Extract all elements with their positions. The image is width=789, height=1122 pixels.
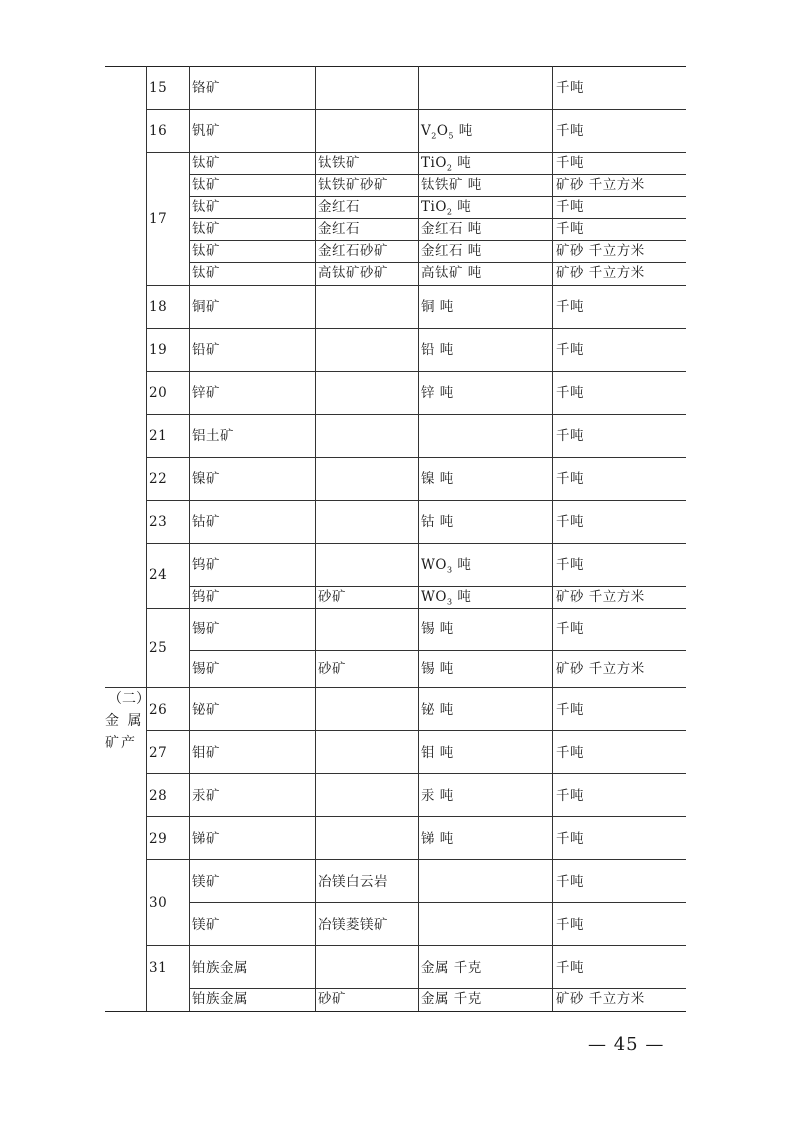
row-number: 16 — [149, 123, 168, 139]
unit-secondary: 千吨 — [556, 428, 584, 444]
mineral-name: 钛矿 — [192, 177, 220, 193]
row-divider — [189, 174, 686, 175]
unit-primary: 锡 吨 — [421, 621, 454, 637]
mineral-name: 钴矿 — [192, 514, 220, 530]
unit-secondary: 矿砂 千立方米 — [556, 589, 645, 605]
unit-secondary: 千吨 — [556, 471, 584, 487]
unit-secondary: 千吨 — [556, 123, 584, 139]
mineral-subtype: 金红石砂矿 — [318, 243, 388, 259]
mineral-name: 铋矿 — [192, 702, 220, 718]
mineral-subtype: 金红石 — [318, 199, 360, 215]
unit-primary: 钛铁矿 吨 — [421, 177, 482, 193]
row-divider — [146, 773, 686, 774]
row-number: 25 — [149, 640, 168, 656]
unit-secondary: 矿砂 千立方米 — [556, 991, 645, 1007]
mineral-name: 钨矿 — [192, 557, 220, 573]
unit-primary: 铅 吨 — [421, 342, 454, 358]
mineral-name: 铜矿 — [192, 299, 220, 315]
unit-secondary: 千吨 — [556, 960, 584, 976]
row-number: 27 — [149, 745, 168, 761]
mineral-name: 铅矿 — [192, 342, 220, 358]
mineral-subtype: 高钛矿砂矿 — [318, 265, 388, 281]
unit-primary: 铋 吨 — [421, 702, 454, 718]
unit-primary: 镍 吨 — [421, 471, 454, 487]
unit-secondary: 千吨 — [556, 514, 584, 530]
mineral-name: 钒矿 — [192, 123, 220, 139]
mineral-name: 铂族金属 — [192, 991, 248, 1007]
mineral-subtype: 金红石 — [318, 221, 360, 237]
unit-primary: 锌 吨 — [421, 385, 454, 401]
column-divider — [552, 66, 553, 1011]
mineral-name: 镁矿 — [192, 917, 220, 933]
column-divider — [189, 66, 190, 1011]
row-number: 28 — [149, 788, 168, 804]
unit-secondary: 千吨 — [556, 874, 584, 890]
unit-primary: 高钛矿 吨 — [421, 265, 482, 281]
mineral-name: 镍矿 — [192, 471, 220, 487]
unit-primary: $V_2O_5$ 吨 — [421, 123, 473, 141]
unit-secondary: 千吨 — [556, 621, 584, 637]
unit-secondary: 千吨 — [556, 199, 584, 215]
row-number: 21 — [149, 428, 168, 444]
unit-primary: 钴 吨 — [421, 514, 454, 530]
unit-secondary: 千吨 — [556, 702, 584, 718]
row-divider — [146, 500, 686, 501]
row-divider — [189, 586, 686, 587]
unit-secondary: 矿砂 千立方米 — [556, 265, 645, 281]
page-number: — 45 — — [588, 1034, 665, 1055]
row-divider — [146, 285, 686, 286]
unit-secondary: 矿砂 千立方米 — [556, 243, 645, 259]
row-divider — [189, 240, 686, 241]
row-number: 29 — [149, 831, 168, 847]
row-divider — [105, 687, 686, 688]
mineral-name: 锑矿 — [192, 831, 220, 847]
row-number: 26 — [149, 702, 168, 718]
row-number: 30 — [149, 895, 168, 911]
unit-secondary: 千吨 — [556, 221, 584, 237]
unit-secondary: 千吨 — [556, 80, 584, 96]
unit-secondary: 矿砂 千立方米 — [556, 661, 645, 677]
unit-secondary: 千吨 — [556, 831, 584, 847]
category-label-line3: 矿产 — [105, 735, 137, 751]
unit-primary: TiO$_2$ 吨 — [421, 155, 472, 173]
row-number: 17 — [149, 211, 168, 227]
row-divider — [146, 152, 686, 153]
mineral-name: 铝土矿 — [192, 428, 234, 444]
unit-secondary: 千吨 — [556, 557, 584, 573]
table-top-border — [105, 66, 686, 67]
row-number: 18 — [149, 299, 168, 315]
mineral-name: 锡矿 — [192, 621, 220, 637]
unit-primary: $WO_3$ 吨 — [421, 557, 472, 575]
unit-primary: TiO$_2$ 吨 — [421, 199, 472, 217]
mineral-name: 铂族金属 — [192, 960, 248, 976]
unit-primary: 汞 吨 — [421, 788, 454, 804]
row-divider — [189, 262, 686, 263]
category-label-line1: （二） — [108, 691, 150, 707]
unit-primary: 铜 吨 — [421, 299, 454, 315]
mineral-name: 钼矿 — [192, 745, 220, 761]
mineral-name: 锡矿 — [192, 661, 220, 677]
mineral-name: 钛矿 — [192, 199, 220, 215]
unit-secondary: 千吨 — [556, 299, 584, 315]
mineral-name: 钛矿 — [192, 265, 220, 281]
row-divider — [146, 608, 686, 609]
mineral-subtype: 冶镁菱镁矿 — [318, 917, 388, 933]
row-divider — [146, 109, 686, 110]
unit-primary: 锡 吨 — [421, 661, 454, 677]
mineral-subtype: 砂矿 — [318, 661, 346, 677]
row-divider — [146, 730, 686, 731]
table-bottom-border — [105, 1011, 686, 1012]
row-divider — [146, 328, 686, 329]
row-number: 19 — [149, 342, 168, 358]
row-divider — [146, 457, 686, 458]
unit-primary: 金属 千克 — [421, 991, 482, 1007]
row-divider — [146, 543, 686, 544]
unit-secondary: 千吨 — [556, 745, 584, 761]
row-divider — [189, 988, 686, 989]
row-number: 20 — [149, 385, 168, 401]
mineral-name: 铬矿 — [192, 80, 220, 96]
mineral-name: 钛矿 — [192, 243, 220, 259]
unit-secondary: 千吨 — [556, 788, 584, 804]
row-divider — [189, 218, 686, 219]
unit-primary: 金属 千克 — [421, 960, 482, 976]
mineral-name: 镁矿 — [192, 874, 220, 890]
mineral-name: 汞矿 — [192, 788, 220, 804]
column-divider — [146, 66, 147, 1011]
row-divider — [146, 371, 686, 372]
unit-primary: 金红石 吨 — [421, 221, 482, 237]
unit-primary: 锑 吨 — [421, 831, 454, 847]
row-divider — [146, 414, 686, 415]
row-divider — [146, 945, 686, 946]
row-divider — [189, 902, 686, 903]
mineral-name: 钨矿 — [192, 589, 220, 605]
mineral-name: 钛矿 — [192, 155, 220, 171]
row-divider — [146, 816, 686, 817]
row-number: 23 — [149, 514, 168, 530]
row-divider — [189, 196, 686, 197]
unit-secondary: 千吨 — [556, 342, 584, 358]
category-label-line2: 金 属 — [105, 713, 144, 729]
mineral-name: 锌矿 — [192, 385, 220, 401]
column-divider — [315, 66, 316, 1011]
row-number: 24 — [149, 567, 168, 583]
mineral-subtype: 砂矿 — [318, 589, 346, 605]
unit-secondary: 矿砂 千立方米 — [556, 177, 645, 193]
unit-primary: $WO_3$ 吨 — [421, 589, 472, 607]
unit-primary: 金红石 吨 — [421, 243, 482, 259]
unit-secondary: 千吨 — [556, 917, 584, 933]
mineral-subtype: 钛铁矿 — [318, 155, 360, 171]
mineral-subtype: 冶镁白云岩 — [318, 874, 388, 890]
mineral-subtype: 砂矿 — [318, 991, 346, 1007]
row-divider — [189, 650, 686, 651]
row-divider — [146, 859, 686, 860]
row-number: 22 — [149, 471, 168, 487]
unit-secondary: 千吨 — [556, 385, 584, 401]
column-divider — [418, 66, 419, 1011]
mineral-subtype: 钛铁矿砂矿 — [318, 177, 388, 193]
row-number: 15 — [149, 80, 168, 96]
row-number: 31 — [149, 960, 168, 976]
mineral-name: 钛矿 — [192, 221, 220, 237]
unit-primary: 钼 吨 — [421, 745, 454, 761]
unit-secondary: 千吨 — [556, 155, 584, 171]
